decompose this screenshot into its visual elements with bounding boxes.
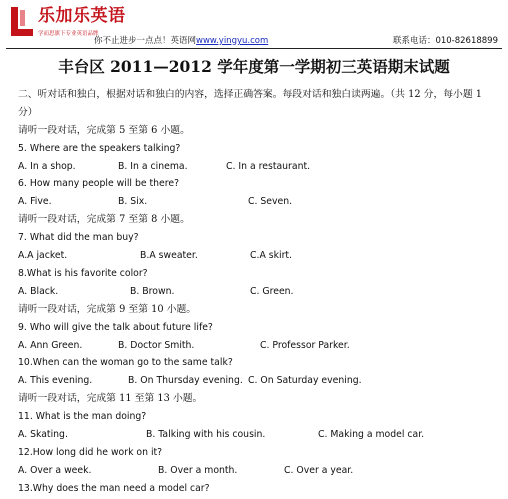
exam-title: 丰台区 2011—2012 学年度第一学期初三英语期末试题	[58, 57, 450, 76]
listening-instruction: 请听一段对话，完成第 7 至第 8 小题。	[18, 214, 190, 226]
answer-options	[18, 426, 496, 444]
slogan-text: 你不止进步一点点！英语网	[94, 36, 197, 46]
question-text: 10.When can the woman go to the same talk?	[18, 357, 233, 369]
answer-option: A. In a shop.	[18, 160, 76, 172]
answer-option: A.A jacket.	[18, 250, 68, 262]
answer-option: C.A skirt.	[250, 250, 292, 262]
logo-icon	[10, 6, 36, 40]
question-text: 6. How many people will be there?	[18, 178, 180, 190]
answer-option: C. Seven.	[248, 196, 293, 208]
answer-option: B. Doctor Smith.	[118, 339, 195, 351]
header-slogan	[94, 36, 268, 47]
answer-option: C. On Saturday evening.	[248, 375, 362, 387]
section-intro: 二、听对话和独白，根据对话和独白的内容，选择正确答案。每段对话和独白读两遍。（共 12 分，每小题 1 分）	[18, 89, 483, 118]
listening-instruction: 请听一段对话，完成第 9 至第 10 小题。	[18, 303, 197, 315]
question-text: 9. Who will give the talk about future life?	[18, 321, 213, 333]
answer-option: B. Brown.	[130, 285, 175, 297]
listening-instruction: 请听一段对话，完成第 11 至第 13 小题。	[18, 393, 203, 405]
answer-options	[18, 372, 496, 390]
answer-options	[18, 337, 496, 355]
question-text: 11. What is the man doing?	[18, 411, 147, 423]
question-text: 13.Why does the man need a model car?	[18, 482, 210, 494]
question-text: 12.How long did he work on it?	[18, 446, 163, 458]
answer-option: B. Over a month.	[158, 464, 238, 476]
answer-option: B. On Thursday evening.	[128, 375, 243, 387]
logo-title: 乐加乐英语	[38, 6, 126, 26]
page-header	[6, 4, 502, 48]
question-text: 8.What is his favorite color?	[18, 267, 148, 279]
answer-option: A. Over a week.	[18, 464, 92, 476]
logo-subtitle: 学而思旗下专业英语品牌	[38, 31, 99, 37]
answer-option: A. Five.	[18, 196, 52, 208]
answer-options	[18, 158, 496, 176]
answer-option: A. Black.	[18, 285, 59, 297]
website-link[interactable]: www.yingyu.com	[196, 36, 269, 46]
answer-option: A. This evening.	[18, 375, 93, 387]
question-list	[18, 86, 496, 498]
listening-instruction: 请听一段对话，完成第 5 至第 6 小题。	[18, 124, 190, 136]
answer-options	[18, 247, 496, 265]
answer-options	[18, 283, 496, 301]
question-text: 5. Where are the speakers talking?	[18, 142, 181, 154]
answer-option: A. Skating.	[18, 428, 68, 440]
answer-option: B.A sweater.	[140, 250, 198, 262]
question-text: 7. What did the man buy?	[18, 232, 139, 244]
answer-option: C. Professor Parker.	[260, 339, 350, 351]
answer-option: A. Ann Green.	[18, 339, 83, 351]
answer-option: B. Talking with his cousin.	[146, 428, 266, 440]
answer-option: B. In a cinema.	[118, 160, 188, 172]
answer-option: C. In a restaurant.	[226, 160, 311, 172]
answer-option: C. Green.	[250, 285, 294, 297]
header-divider	[6, 48, 502, 49]
answer-option: C. Over a year.	[284, 464, 354, 476]
answer-options	[18, 193, 496, 211]
answer-option: C. Making a model car.	[318, 428, 425, 440]
answer-options	[18, 462, 496, 480]
answer-option: B. Six.	[118, 196, 148, 208]
contact-phone: 联系电话：010-82618899	[392, 36, 498, 46]
